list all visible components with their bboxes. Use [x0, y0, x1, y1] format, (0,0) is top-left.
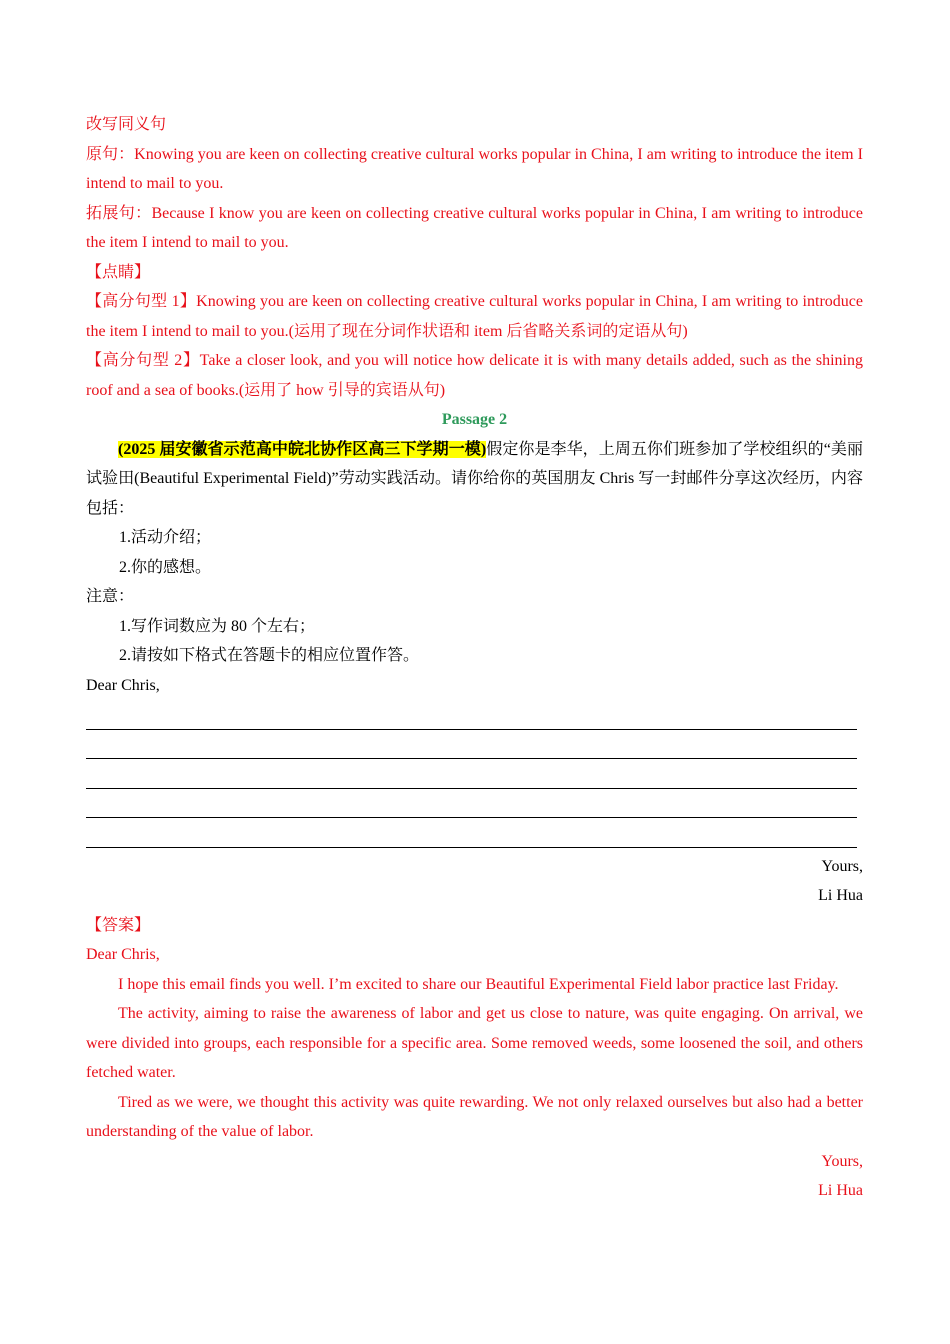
high-score-2-text: Take a closer look, and you will notice how delicate it is with many details added, such as the shining roof and a sea of books.(运用了 how 引导的宾语从句)	[86, 352, 863, 399]
answer-line	[86, 789, 857, 819]
writing-prompt	[86, 435, 863, 524]
rewrite-title: 改写同义句	[86, 116, 167, 133]
content-point-1: 1.活动介绍；	[119, 529, 212, 546]
document-page	[86, 110, 863, 1206]
original-sentence	[86, 140, 863, 199]
answer-line	[86, 759, 857, 789]
high-score-1-label: 【高分句型 1】	[86, 293, 197, 310]
answer-lines	[86, 700, 863, 848]
answer-line	[86, 700, 857, 730]
answer-paragraph-2: The activity, aiming to raise the awareness of labor and get us close to nature, was quite engaging. On arrival, we were divided into groups, each responsible for a specific area. Some removed weeds, some loosened the soil, and others fetched water.	[86, 1005, 863, 1081]
note-2: 2.请按如下格式在答题卡的相应位置作答。	[119, 647, 420, 664]
highlight-heading: 【点睛】	[86, 263, 151, 281]
expanded-label: 拓展句：	[86, 204, 152, 222]
answer-paragraph-3: Tired as we were, we thought this activity was quite rewarding. We not only relaxed ourselves but also had a better understanding of the value of labor.	[86, 1093, 863, 1140]
prompt-source: (2025 届安徽省示范高中皖北协作区高三下学期一模)	[118, 440, 487, 458]
answer-line	[86, 730, 857, 760]
content-point-2: 2.你的感想。	[119, 558, 212, 576]
template-closing: Yours,	[821, 857, 863, 875]
high-score-sentence-2	[86, 346, 863, 405]
notes-label: 注意：	[86, 588, 135, 605]
high-score-2-label: 【高分句型 2】	[86, 352, 200, 369]
expanded-text: Because I know you are keen on collecting creative cultural works popular in China, I am writing to introduce the item I intend to mail to you.	[86, 204, 863, 251]
note-1: 1.写作词数应为 80 个左右；	[119, 617, 316, 635]
answer-label: 【答案】	[86, 916, 151, 934]
prompt-text: 假定你是李华，上周五你们班参加了学校组织的“美丽试验田(Beautiful Experimental Field)”劳动实践活动。请你给你的英国朋友 Chris 写一封邮件分享这次经历，内容包括：	[86, 440, 863, 517]
passage-title: Passage 2	[441, 411, 508, 428]
template-salutation: Dear Chris,	[86, 676, 160, 694]
answer-closing: Yours,	[821, 1152, 863, 1170]
high-score-sentence-1	[86, 287, 863, 346]
original-text: Knowing you are keen on collecting creative cultural works popular in China, I am writing to introduce the item I intend to mail to you.	[86, 145, 863, 192]
expanded-sentence	[86, 199, 863, 258]
template-signature: Li Hua	[818, 887, 863, 904]
answer-paragraph-1: I hope this email finds you well. I’m excited to share our Beautiful Experimental Field labor practice last Friday.	[118, 975, 839, 993]
high-score-1-text: Knowing you are keen on collecting creative cultural works popular in China, I am writing to introduce the item I intend to mail to you.(运用了现在分词作状语和 item 后省略关系词的定语从句)	[86, 293, 863, 340]
original-label: 原句：	[86, 145, 135, 163]
answer-line	[86, 818, 857, 848]
answer-salutation: Dear Chris,	[86, 946, 160, 963]
answer-signature: Li Hua	[818, 1182, 863, 1199]
